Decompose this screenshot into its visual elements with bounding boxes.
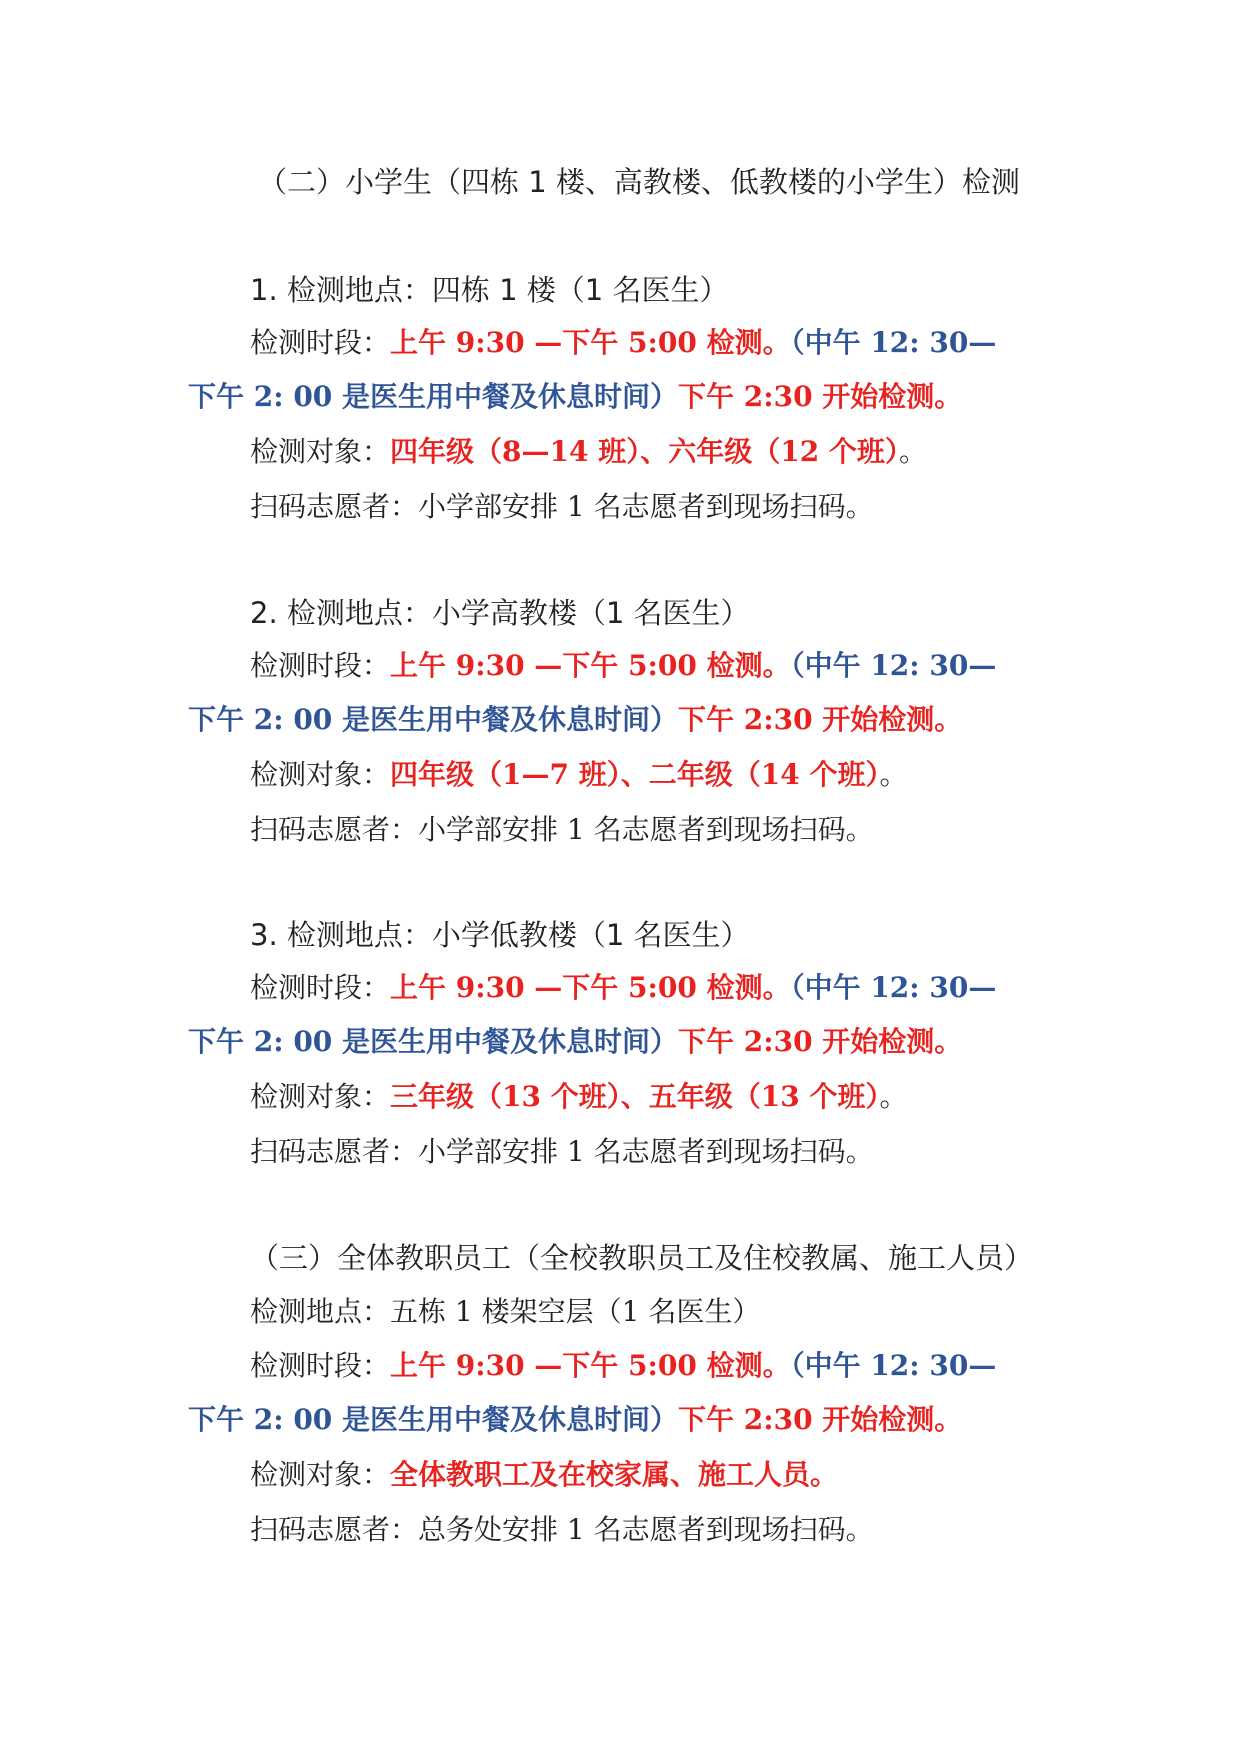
block-3-time-line [250, 968, 996, 1008]
block-1-volunteer: 扫码志愿者：小学部安排 1 名志愿者到现场扫码。 [250, 490, 874, 523]
block-2-location: 2. 检测地点：小学高教楼（1 名医生） [250, 596, 750, 630]
block-3-time-line-2 [188, 1022, 962, 1062]
resume-time: 下午 2:30 开始检测。 [678, 1025, 963, 1058]
target-label: 检测对象： [250, 435, 391, 468]
lunch-note-start: （中午 12: 30— [790, 326, 997, 359]
block-3-target-line [250, 1077, 907, 1117]
block-2-volunteer: 扫码志愿者：小学部安排 1 名志愿者到现场扫码。 [250, 813, 874, 846]
target-value: 四年级（1—7 班）、二年级（14 个班） [390, 758, 880, 791]
section-3-target-line [250, 1455, 838, 1495]
lunch-note-start: （中午 12: 30— [790, 649, 997, 682]
resume-time: 下午 2:30 开始检测。 [678, 1403, 963, 1436]
time-label: 检测时段： [250, 1349, 391, 1382]
time-label: 检测时段： [250, 971, 391, 1004]
section-3-title: （三）全体教职员工（全校教职员工及住校教属、施工人员） [250, 1241, 1034, 1275]
block-1-target-line [250, 432, 927, 472]
resume-time: 下午 2:30 开始检测。 [678, 703, 963, 736]
lunch-note-end: 下午 2: 00 是医生用中餐及休息时间） [188, 1403, 679, 1436]
resume-time: 下午 2:30 开始检测。 [678, 380, 963, 413]
block-1-time-line [250, 323, 996, 363]
block-1-time-line-2 [188, 377, 962, 417]
section-2-title: （二）小学生（四栋 1 楼、高教楼、低教楼的小学生）检测 [258, 165, 1020, 199]
block-2-time-line [250, 646, 996, 686]
lunch-note-end: 下午 2: 00 是医生用中餐及休息时间） [188, 1025, 679, 1058]
block-2-time-line-2 [188, 700, 962, 740]
block-3-location: 3. 检测地点：小学低教楼（1 名医生） [250, 918, 750, 952]
target-end: 。 [879, 758, 908, 791]
target-value: 全体教职工及在校家属、施工人员。 [390, 1458, 839, 1491]
lunch-note-start: （中午 12: 30— [790, 1349, 997, 1382]
time-range: 上午 9:30 —下午 5:00 检测。 [390, 971, 791, 1004]
section-3-time-line-2 [188, 1400, 962, 1440]
block-1-location: 1. 检测地点：四栋 1 楼（1 名医生） [250, 273, 729, 307]
section-3-location: 检测地点：五栋 1 楼架空层（1 名医生） [250, 1295, 761, 1328]
time-range: 上午 9:30 —下午 5:00 检测。 [390, 649, 791, 682]
section-3-time-line [250, 1346, 996, 1386]
target-end: 。 [898, 435, 927, 468]
target-value: 四年级（8—14 班）、六年级（12 个班） [390, 435, 899, 468]
time-label: 检测时段： [250, 326, 391, 359]
block-3-volunteer: 扫码志愿者：小学部安排 1 名志愿者到现场扫码。 [250, 1135, 874, 1168]
time-range: 上午 9:30 —下午 5:00 检测。 [390, 1349, 791, 1382]
time-range: 上午 9:30 —下午 5:00 检测。 [390, 326, 791, 359]
time-label: 检测时段： [250, 649, 391, 682]
target-label: 检测对象： [250, 1080, 391, 1113]
section-3-volunteer: 扫码志愿者：总务处安排 1 名志愿者到现场扫码。 [250, 1513, 874, 1546]
lunch-note-start: （中午 12: 30— [790, 971, 997, 1004]
block-2-target-line [250, 755, 907, 795]
lunch-note-end: 下午 2: 00 是医生用中餐及休息时间） [188, 703, 679, 736]
lunch-note-end: 下午 2: 00 是医生用中餐及休息时间） [188, 380, 679, 413]
target-end: 。 [879, 1080, 908, 1113]
target-value: 三年级（13 个班）、五年级（13 个班） [390, 1080, 880, 1113]
target-label: 检测对象： [250, 1458, 391, 1491]
target-label: 检测对象： [250, 758, 391, 791]
